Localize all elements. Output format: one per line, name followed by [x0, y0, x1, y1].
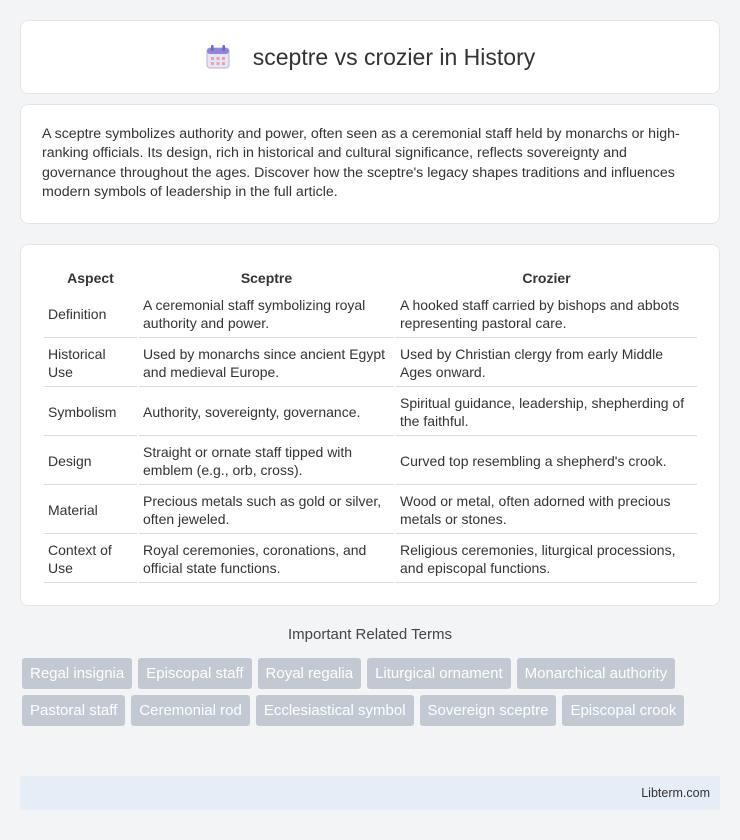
- term-tag[interactable]: Sovereign sceptre: [420, 695, 557, 726]
- table-row: [44, 340, 697, 387]
- sceptre-cell: Royal ceremonies, coronations, and official state functions.: [139, 536, 394, 583]
- term-tag[interactable]: Monarchical authority: [517, 658, 676, 689]
- comparison-table-card: [20, 244, 720, 606]
- footer-bar: [20, 776, 720, 810]
- term-tag[interactable]: Regal insignia: [22, 658, 132, 689]
- intro-card: [20, 104, 720, 224]
- table-row: [44, 536, 697, 583]
- sceptre-cell: Used by monarchs since ancient Egypt and medieval Europe.: [139, 340, 394, 387]
- aspect-cell: Design: [44, 438, 137, 485]
- crozier-cell: Curved top resembling a shepherd's crook.: [396, 438, 697, 485]
- page-title: sceptre vs crozier in History: [252, 43, 536, 70]
- term-tag[interactable]: Royal regalia: [258, 658, 362, 689]
- aspect-cell: Symbolism: [44, 389, 137, 436]
- sceptre-cell: Straight or ornate staff tipped with emblem (e.g., orb, cross).: [139, 438, 394, 485]
- table-header-row: [44, 267, 697, 289]
- crozier-cell: Spiritual guidance, leadership, shepherding of the faithful.: [396, 389, 697, 436]
- crozier-cell: Used by Christian clergy from early Middle Ages onward.: [396, 340, 697, 387]
- term-tag[interactable]: Ecclesiastical symbol: [256, 695, 414, 726]
- header-card: [20, 20, 720, 94]
- table-row: [44, 389, 697, 436]
- intro-text: A sceptre symbolizes authority and power, often seen as a ceremonial staff held by monarchs or high-ranking officials. Its design, rich in historical and cultural significance, reflects sovereignty and governance throughout the ages. Discover how the sceptre's legacy shapes traditions and influences modern symbols of leadership in the full article.: [42, 126, 680, 200]
- term-tag[interactable]: Pastoral staff: [22, 695, 125, 726]
- crozier-cell: Religious ceremonies, liturgical processions, and episcopal functions.: [396, 536, 697, 583]
- column-header-aspect: Aspect: [67, 270, 114, 286]
- footer-site-link[interactable]: Libterm.com: [641, 786, 710, 800]
- table-row: [44, 438, 697, 485]
- term-tag[interactable]: Ceremonial rod: [131, 695, 250, 726]
- term-tag[interactable]: Episcopal crook: [562, 695, 684, 726]
- aspect-cell: Definition: [44, 291, 137, 338]
- sceptre-cell: A ceremonial staff symbolizing royal authority and power.: [139, 291, 394, 338]
- term-tag[interactable]: Liturgical ornament: [367, 658, 511, 689]
- term-tag[interactable]: Episcopal staff: [138, 658, 251, 689]
- table-row: [44, 291, 697, 338]
- related-terms-title: Important Related Terms: [288, 626, 452, 643]
- aspect-cell: Context of Use: [44, 536, 137, 583]
- sceptre-cell: Precious metals such as gold or silver, often jeweled.: [139, 487, 394, 534]
- crozier-cell: A hooked staff carried by bishops and abbots representing pastoral care.: [396, 291, 697, 338]
- comparison-table: [42, 265, 699, 585]
- sceptre-cell: Authority, sovereignty, governance.: [139, 389, 394, 436]
- related-terms-list: [22, 658, 722, 732]
- column-header-crozier: Crozier: [522, 270, 571, 286]
- crozier-cell: Wood or metal, often adorned with precious metals or stones.: [396, 487, 697, 534]
- calendar-icon: [205, 44, 231, 70]
- aspect-cell: Historical Use: [44, 340, 137, 387]
- column-header-sceptre: Sceptre: [240, 270, 293, 286]
- table-row: [44, 487, 697, 534]
- aspect-cell: Material: [44, 487, 137, 534]
